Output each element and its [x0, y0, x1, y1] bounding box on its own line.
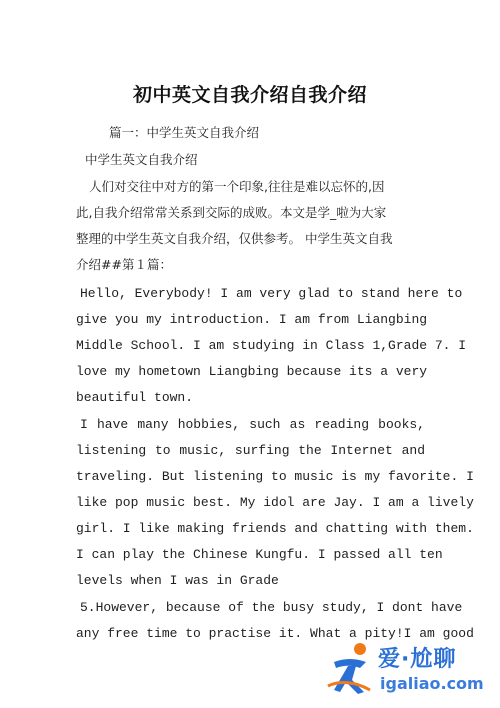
runner-icon	[326, 640, 378, 696]
paragraph-line: like pop music best. My idol are Jay. I am a lively	[76, 495, 474, 510]
paragraph-line: 介绍##第１篇：	[76, 257, 172, 272]
paragraph-line: 整理的中学生英文自我介绍，仅供参考。 中学生英文自我	[76, 231, 393, 246]
paragraph-line: love my hometown Liangbing because its a very	[76, 364, 428, 379]
watermark-domain-text: igaliao.com	[380, 674, 484, 693]
paragraph-line: Middle School. I am studying in Class 1,Grade 7. I	[76, 338, 467, 353]
paragraph-line: 此,自我介绍常常关系到交际的成败。本文是学_啦为大家	[76, 205, 387, 220]
document-title: 初中英文自我介绍自我介绍	[132, 84, 367, 106]
subheading: 中学生英文自我介绍	[85, 152, 198, 167]
paragraph-line: 5.However, because of the busy study, I dont have	[80, 600, 463, 615]
paragraph-line: beautiful town.	[76, 390, 194, 405]
paragraph-line: give you my introduction. I am from Liangbing	[76, 312, 428, 327]
paragraph-line: listening to music, surfing the Internet and	[76, 443, 425, 458]
paragraph-line: traveling. But listening to music is my favorite. I	[76, 469, 474, 484]
section-heading: 篇一：中学生英文自我介绍	[109, 125, 260, 140]
paragraph-line: I have many hobbies, such as reading books,	[80, 417, 425, 432]
site-watermark-logo	[326, 636, 494, 700]
watermark-top-text: 爱·尬聊	[378, 647, 457, 672]
paragraph-line: Hello, Everybody! I am very glad to stand here to	[80, 286, 463, 301]
paragraph-line: I can play the Chinese Kungfu. I passed all ten	[76, 547, 443, 562]
paragraph-line: any free time to practise it. What a pity!I am good	[76, 626, 474, 641]
paragraph-line: 人们对交往中对方的第一个印象,往往是难以忘怀的,因	[89, 179, 385, 194]
paragraph-line: levels when I was in Grade	[76, 573, 279, 588]
paragraph-line: girl. I like making friends and chatting with them.	[76, 521, 474, 536]
